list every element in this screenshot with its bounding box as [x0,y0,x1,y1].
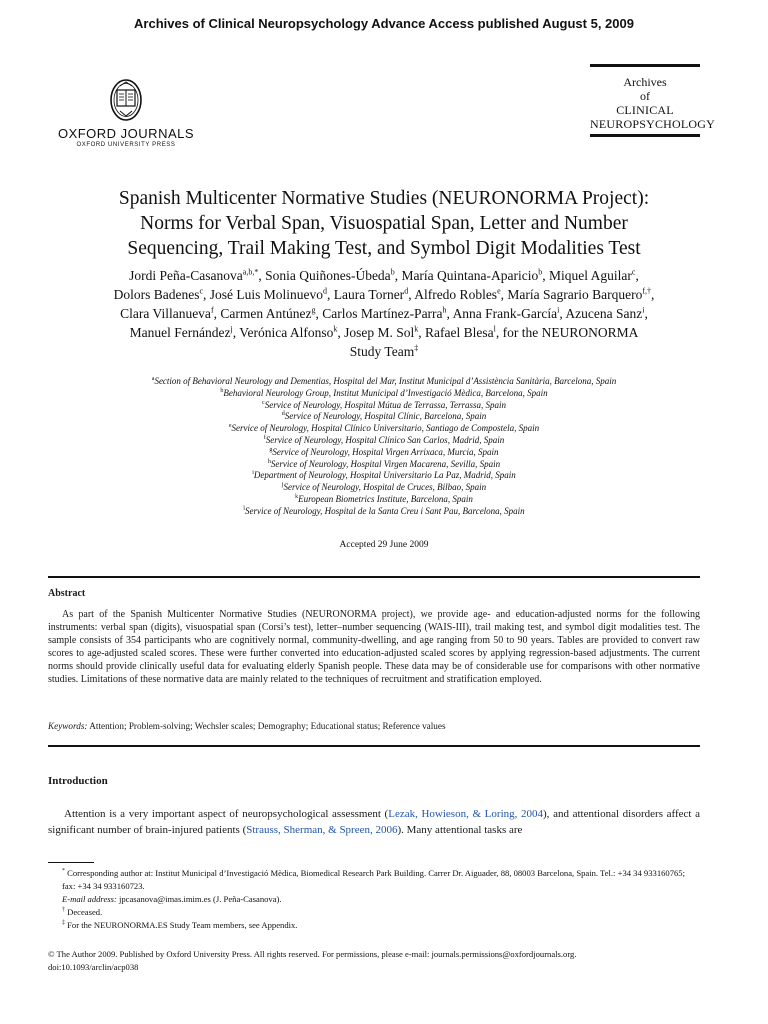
affiliation-sup: e [228,423,232,430]
abstract-heading: Abstract [48,588,86,599]
abstract-top-rule [48,576,700,578]
author-name: María Quintana-Aparicio [401,268,539,283]
affiliation [40,482,728,494]
affiliation-sup: a [151,376,155,382]
author-sup: h [442,305,447,315]
footnote-mark: * [62,868,65,875]
affiliation-text: Service of Neurology, Hospital Virgen Arrixaca, Murcia, Spain [272,446,499,457]
affiliation-text: Service of Neurology, Hospital Virgen Macarena, Sevilla, Spain [270,458,501,469]
footnote-mark: ‡ [62,920,65,927]
affiliation [40,494,728,506]
footnote-text: Corresponding author at: Institut Municipal d’Investigació Mèdica, Biomedical Research Park Building. Carrer Dr. Aiguader, 88, 08003 Barcelona, Spain. Tel.: +34 34 933160765; fax: +34 34 933160723. [62,868,685,891]
author-sup: d [323,286,328,296]
author-sup: i [642,305,645,315]
author-sup: a,b,* [242,267,259,277]
citation-link[interactable]: Lezak, Howieson, & Loring, 2004 [388,808,544,820]
footnote-team [48,919,700,932]
author-name: Azucena Sanz [565,306,643,321]
affiliation [40,400,728,412]
author-sup: c [199,286,204,296]
author-line: Jordi Peña-Casanova$^{a,b,*}$, Sonia Quiñones-Úbeda$^b$, María Quintana-Aparicio$^b$, Miquel Aguilar$^c$, [129,267,639,283]
title-line: Norms for Verbal Span, Visuospatial Span, Letter and Number [140,213,628,234]
author-sup: d [404,286,409,296]
affiliation [40,435,728,447]
accepted-date: Accepted 29 June 2009 [339,540,429,550]
author-sup: e [497,286,501,296]
author-name: Anna Frank-García [452,306,558,321]
footnotes [48,867,700,932]
footnote-rule [48,862,94,863]
title-line: Sequencing, Trail Making Test, and Symbol Digit Modalities Test [127,238,641,259]
intro-text: ), and attentional disorders affect a significant number of brain-injured patients ( [48,808,700,836]
affiliation [40,411,728,423]
affiliation [40,447,728,459]
footnote-text: Deceased. [67,907,103,917]
publisher-name: OXFORD JOURNALS [57,126,195,141]
author-name: Jordi Peña-Casanova [129,268,243,283]
email-address[interactable]: jpcasanova@imas.imim.es (J. Peña-Casanova). [118,894,282,904]
journal-logo-line4: NEUROPSYCHOLOGY [590,117,716,131]
affiliation-sup: f [263,434,266,441]
abstract-bottom-rule [48,745,700,747]
affiliation [40,459,728,471]
title-line: Spanish Multicenter Normative Studies (NEURONORMA Project): [118,188,650,209]
affiliation [40,388,728,400]
author-list [40,266,728,361]
author-sup: f [210,305,214,315]
intro-paragraph [48,806,700,838]
section-heading: Introduction [48,775,108,787]
affiliation-text: Service of Neurology, Hospital de la Santa Creu i Sant Pau, Barcelona, Spain [244,505,525,516]
affiliation-text: Service of Neurology, Hospital Clínico San Carlos, Madrid, Spain [265,434,505,445]
intro-text: ). Many attentional tasks are [397,824,523,836]
affiliation [40,470,728,482]
abstract-body: As part of the Spanish Multicenter Normative Studies (NEURONORMA project), we provide age- and education-adjusted norms for the following instruments: verbal span (digits), visuospatial span (Corsi’s test), letter–number sequencing (WAIS-III), trail making test, and symbol digit modalities test. The sample consists of 354 participants who are cognitively normal, community-dwelling, and age ranging from 50 to 90 years. Tables are provided to convert raw scores to age-adjusted scaled scores. These were further converted into education-adjusted scaled scores by applying regression-based adjustments. The current norms should provide clinically useful data for evaluating elderly Spanish people. These data may be of considerable use for comparisons with other normative studies. Limitations of these normative data are mainly related to the techniques of recruitment and stratification employed. [48,609,700,685]
journal-logo-line1: Archives [623,75,667,89]
affiliation [40,506,728,518]
journal-logo-rule [590,134,700,137]
oxford-journals-logo [46,78,206,148]
author-name: Miquel Aguilar [549,268,632,283]
footnote-text: For the NEURONORMA.ES Study Team members, see Appendix. [67,920,298,930]
affiliation-sup: k [295,493,299,500]
author-sup: b [538,267,543,277]
article-title [40,186,728,261]
author-name: Dolors Badenes [113,287,200,302]
authors-suffix: for the NEURONORMA [502,325,639,340]
author-sup: g [311,305,316,315]
affiliation-sup: i [252,470,254,477]
journal-logo [590,64,716,137]
author-sup: k [414,324,419,334]
affiliation-text: Service of Neurology, Hospital Mútua de Terrassa, Terrassa, Spain [264,399,506,410]
footnote-corresponding [48,867,700,893]
affiliation-sup: b [220,387,224,394]
affiliation-sup: h [267,458,271,465]
author-name: Manuel Fernández [129,325,231,340]
study-team-sup: ‡ [414,343,419,353]
affiliation-text: Section of Behavioral Neurology and Dementias, Hospital del Mar, Institut Municipal d’Assistència Sanitària, Barcelona, Spain [154,376,617,386]
publisher-sub: OXFORD UNIVERSITY PRESS [76,142,176,148]
study-team: Study Team [349,344,415,359]
author-line: Dolors Badenes$^c$, José Luis Molinuevo$^d$, Laura Torner$^d$, Alfredo Robles$^e$, María Sagrario Barquero$^{f,\dagger}$, [113,286,655,302]
keywords-label: Keywords: [48,721,88,731]
footnote-mark: † [62,907,65,914]
affiliation-text: Behavioral Neurology Group, Institut Municipal d’Investigació Mèdica, Barcelona, Spain [223,387,548,398]
journal-banner: Archives of Clinical Neuropsychology Advance Access published August 5, 2009 [134,16,634,31]
affiliation-text: Service of Neurology, Hospital de Cruces, Bilbao, Spain [283,482,487,493]
citation-link[interactable]: Strauss, Sherman, & Spreen, 2006 [246,824,398,836]
journal-logo-line2: of [640,89,650,103]
keywords-text: Attention; Problem-solving; Wechsler scales; Demography; Educational status; Reference values [89,721,446,731]
author-name: Josep M. Sol [344,325,415,340]
author-sup: c [631,267,636,277]
author-name: Verónica Alfonso [239,325,334,340]
author-sup: i [557,305,560,315]
affiliation [40,423,728,435]
author-sup: k [333,324,338,334]
email-label: E-mail address: [62,894,117,904]
author-name: María Sagrario Barquero [507,287,643,302]
author-name: José Luis Molinuevo [209,287,324,302]
affiliation [40,376,728,388]
affiliation-sup: c [262,399,265,406]
author-sup: l [493,324,496,334]
author-sup: b [390,267,395,277]
author-line: Manuel Fernández$^j$, Verónica Alfonso$^k$, Josep M. Sol$^k$, Rafael Blesa$^l$, for the NEURONORMA [129,324,639,340]
footnote-email [48,893,700,906]
author-name: Rafael Blesa [425,325,494,340]
author-name: Clara Villanueva [120,306,211,321]
author-name: Alfredo Robles [414,287,498,302]
affiliation-text: Department of Neurology, Hospital Universitario La Paz, Madrid, Spain [253,470,516,481]
affiliation-text: European Biometrics Institute, Barcelona, Spain [298,493,473,504]
author-name: Carlos Martínez-Parra [322,306,443,321]
affiliation-text: Service of Neurology, Hospital Clínico Universitario, Santiago de Compostela, Spain [231,423,540,434]
author-line [40,342,728,361]
author-line: Clara Villanueva$^f$, Carmen Antúnez$^g$, Carlos Martínez-Parra$^h$, Anna Frank-García$^i$, Azucena Sanz$^i$, [120,305,648,321]
author-sup: f,† [642,286,651,296]
affiliation-list [40,376,728,518]
doi-text: doi:10.1093/arclin/acp038 [48,962,139,972]
journal-logo-line3: CLINICAL [616,103,674,117]
intro-text: Attention is a very important aspect of neuropsychological assessment ( [64,808,389,820]
copyright-text: © The Author 2009. Published by Oxford University Press. All rights reserved. For permissions, please e-mail: journals.permissions@oxfordjournals.org. [48,949,577,959]
author-name: Carmen Antúnez [220,306,312,321]
author-sup: j [230,324,233,334]
copyright-block [48,948,708,974]
oxford-crest-icon [108,78,144,122]
affiliation-text: Service of Neurology, Hospital Clínic, Barcelona, Spain [284,411,487,422]
affiliation-sup: l [243,505,245,512]
affiliation-sup: d [281,411,285,418]
footnote-deceased [48,906,700,919]
author-name: Laura Torner [333,287,405,302]
affiliation-sup: j [281,482,284,489]
author-name: Sonia Quiñones-Úbeda [265,268,391,283]
affiliation-sup: g [269,446,273,453]
keywords [48,721,700,731]
